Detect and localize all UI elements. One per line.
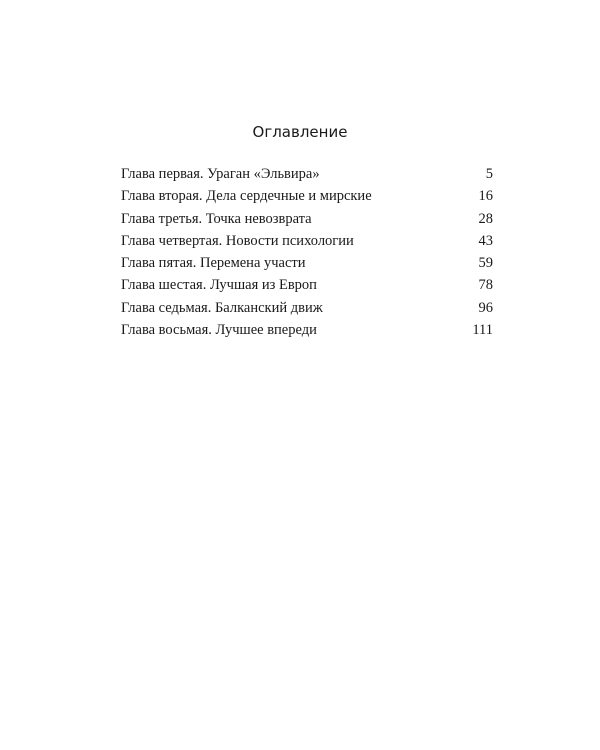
toc-entry-2 [121, 185, 493, 207]
toc-entry-5 [121, 252, 493, 274]
table-of-contents [121, 163, 493, 341]
toc-entry-title: Глава третья. Точка невозврата [121, 210, 312, 227]
toc-entry-title: Глава первая. Ураган «Эльвира» [121, 166, 320, 182]
toc-entry-title: Глава восьмая. Лучшее впереди [121, 322, 317, 339]
toc-entry-title: Глава шестая. Лучшая из Европ [121, 277, 317, 294]
toc-entry-page-number: 43 [478, 232, 493, 249]
toc-entry-page-number: 16 [478, 188, 493, 205]
toc-entry-title: Глава седьмая. Балканский движ [121, 299, 323, 316]
toc-heading: Оглавление [252, 123, 348, 141]
toc-entry-1 [121, 163, 493, 185]
toc-entry-title: Глава вторая. Дела сердечные и мирские [121, 188, 372, 205]
toc-entry-page-number: 28 [478, 210, 493, 227]
toc-entry-title: Глава пятая. Перемена участи [121, 255, 306, 272]
toc-entry-page-number: 5 [485, 166, 493, 182]
toc-entry-page-number: 111 [472, 322, 493, 339]
toc-entry-8 [121, 319, 493, 341]
toc-entry-page-number: 96 [478, 299, 493, 316]
toc-entry-page-number: 78 [478, 277, 493, 294]
toc-entry-6 [121, 274, 493, 296]
toc-entry-title: Глава четвертая. Новости психологии [121, 232, 354, 249]
toc-entry-7 [121, 297, 493, 319]
toc-entry-4 [121, 230, 493, 252]
toc-entry-page-number: 59 [478, 255, 493, 272]
toc-entry-3 [121, 208, 493, 230]
